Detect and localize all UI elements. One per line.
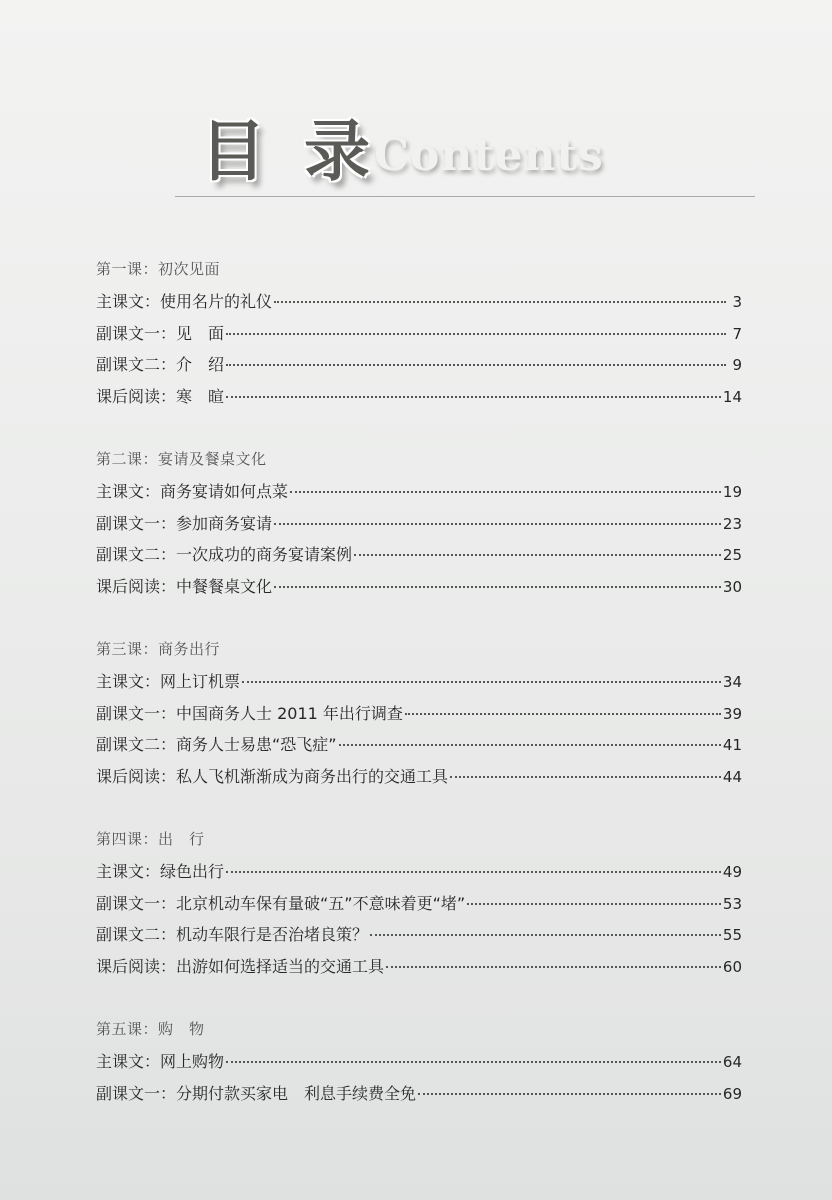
dot-leader <box>274 586 721 588</box>
toc-section-lesson-5 <box>96 1012 742 1109</box>
toc-entry[interactable] <box>96 761 742 793</box>
toc-header <box>0 0 832 200</box>
page-number: 14 <box>722 387 742 406</box>
toc-section-lesson-1 <box>96 252 742 412</box>
entry-title: 主课文：网上订机票 <box>96 672 241 691</box>
dot-leader <box>226 1061 721 1063</box>
toc-entry[interactable] <box>96 729 742 761</box>
page-number: 3 <box>732 293 742 311</box>
dot-leader <box>467 903 721 905</box>
page-number: 7 <box>732 324 742 343</box>
entry-title: 主课文：绿色出行 <box>96 862 225 881</box>
toc-entry[interactable] <box>96 508 742 540</box>
entry-title: 课后阅读：中餐餐桌文化 <box>96 576 273 596</box>
toc-section-lesson-4 <box>96 822 742 982</box>
page-number: 25 <box>722 546 742 564</box>
dot-leader <box>226 364 726 366</box>
entry-title: 主课文：网上购物 <box>96 1052 225 1071</box>
toc-entry[interactable] <box>96 698 742 730</box>
dot-leader <box>405 713 721 715</box>
page-number: 34 <box>722 673 742 691</box>
entry-title: 主课文：使用名片的礼仪 <box>96 292 273 311</box>
toc-entry[interactable] <box>96 286 742 318</box>
entry-title: 课后阅读：寒 暄 <box>96 386 225 406</box>
page-number: 41 <box>722 736 742 754</box>
entry-title: 副课文一：分期付款买家电 利息手续费全免 <box>96 1083 417 1103</box>
dot-leader <box>339 744 721 746</box>
toc-entry[interactable] <box>96 318 742 350</box>
page-number: 60 <box>722 957 742 976</box>
entry-title: 副课文二：商务人士易患“恐飞症” <box>96 735 337 754</box>
lesson-heading: 第五课：购 物 <box>96 1020 205 1038</box>
dot-leader <box>386 966 721 968</box>
entry-title: 主课文：商务宴请如何点菜 <box>96 482 289 501</box>
page-number: 44 <box>722 767 742 786</box>
toc-entry[interactable] <box>96 381 742 413</box>
toc-entry[interactable] <box>96 571 742 603</box>
title-chinese: 目录 <box>200 112 408 190</box>
page-number: 64 <box>722 1053 742 1071</box>
dot-leader <box>354 554 721 556</box>
dot-leader <box>450 776 721 778</box>
dot-leader <box>226 871 721 873</box>
dot-leader <box>290 491 721 493</box>
dot-leader <box>242 681 721 683</box>
dot-leader <box>274 523 721 525</box>
dot-leader <box>370 934 721 936</box>
dot-leader <box>226 333 726 335</box>
header-divider <box>175 196 755 197</box>
toc-entry[interactable] <box>96 856 742 888</box>
lesson-heading: 第二课：宴请及餐桌文化 <box>96 450 267 468</box>
page-number: 23 <box>722 514 742 533</box>
toc-entry[interactable] <box>96 1078 742 1110</box>
entry-title: 副课文一：北京机动车保有量破“五”不意味着更“堵” <box>96 893 466 913</box>
page-number: 69 <box>722 1084 742 1103</box>
toc-entry[interactable] <box>96 919 742 951</box>
entry-title: 副课文二：介 绍 <box>96 355 225 374</box>
entry-title: 课后阅读：私人飞机渐渐成为商务出行的交通工具 <box>96 766 449 786</box>
toc-entry[interactable] <box>96 951 742 983</box>
toc-entry[interactable] <box>96 349 742 381</box>
dot-leader <box>418 1093 721 1095</box>
lesson-heading: 第四课：出 行 <box>96 830 205 848</box>
page-number: 19 <box>722 483 742 501</box>
dot-leader <box>274 301 726 303</box>
toc-entry[interactable] <box>96 1046 742 1078</box>
page-number: 55 <box>722 926 742 944</box>
page-number: 49 <box>722 863 742 881</box>
entry-title: 副课文一：参加商务宴请 <box>96 513 273 533</box>
entry-title: 课后阅读：出游如何选择适当的交通工具 <box>96 956 385 976</box>
toc-entry[interactable] <box>96 476 742 508</box>
toc-section-lesson-2 <box>96 442 742 602</box>
page-number: 53 <box>722 894 742 913</box>
entry-title: 副课文二：一次成功的商务宴请案例 <box>96 545 353 564</box>
toc-entry[interactable] <box>96 539 742 571</box>
entry-title: 副课文一：见 面 <box>96 323 225 343</box>
toc-entry[interactable] <box>96 888 742 920</box>
table-of-contents <box>96 252 742 1139</box>
toc-section-lesson-3 <box>96 632 742 792</box>
page-number: 39 <box>722 704 742 723</box>
entry-title: 副课文一：中国商务人士 2011 年出行调查 <box>96 703 403 723</box>
dot-leader <box>226 396 721 398</box>
lesson-heading: 第三课：商务出行 <box>96 640 221 658</box>
lesson-heading: 第一课：初次见面 <box>96 260 221 278</box>
page-number: 30 <box>722 577 742 596</box>
page-number: 9 <box>732 356 742 374</box>
toc-entry[interactable] <box>96 666 742 698</box>
title-english: Contents <box>374 130 604 181</box>
entry-title: 副课文二：机动车限行是否治堵良策？ <box>96 925 369 944</box>
